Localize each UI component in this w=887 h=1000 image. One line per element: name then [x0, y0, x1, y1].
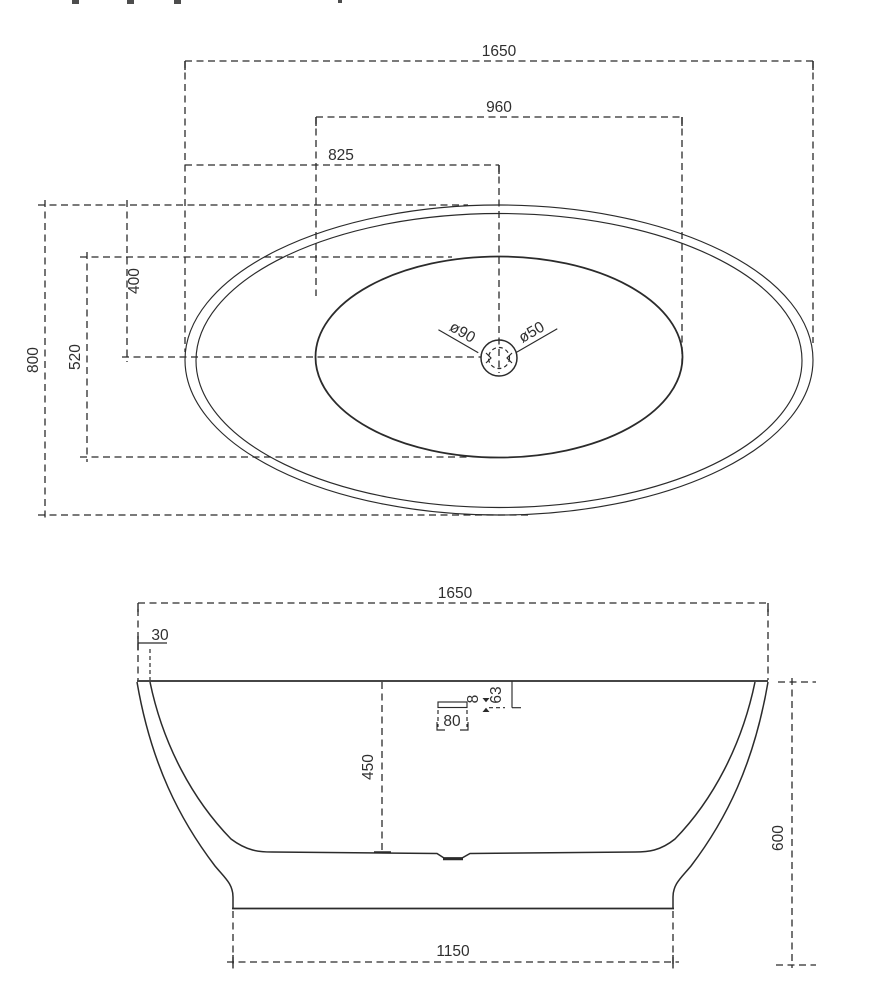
label-drain-outer-diameter: [438, 314, 487, 353]
logo-fragment: [174, 0, 181, 4]
dim-top-inner-length: [316, 99, 682, 126]
dim-top-overall-length: [185, 43, 813, 70]
dim-side-base-length: [227, 911, 679, 969]
dim-text: 520: [67, 344, 84, 370]
dim-text: ø50: [515, 318, 548, 347]
dim-text: 1650: [481, 43, 517, 60]
dim-text: 30: [151, 627, 169, 644]
dim-text: 450: [360, 754, 377, 780]
dim-text: 960: [486, 99, 512, 116]
cropped-logo-marks: [72, 0, 342, 4]
drain-outer-circle: [481, 340, 517, 376]
dim-text: 63: [488, 686, 505, 704]
dim-text: 80: [443, 713, 461, 730]
dim-side-overflow-drop: [488, 682, 521, 708]
dim-side-overall-length: [138, 585, 768, 680]
logo-fragment: [127, 0, 134, 4]
label-drain-inner-diameter: [507, 313, 558, 353]
logo-fragment: [338, 0, 342, 3]
dim-text: 600: [770, 825, 787, 851]
dim-text: 1150: [436, 943, 470, 960]
dim-text: 800: [25, 347, 42, 373]
outer-wall-left: [137, 682, 233, 908]
dim-top-drain-offset: [185, 147, 499, 174]
dim-top-half-width: [126, 200, 143, 362]
outer-wall-right: [673, 682, 768, 908]
dim-side-rim-thickness: [138, 627, 169, 680]
overflow-slot: [438, 702, 467, 708]
dim-text: 825: [328, 147, 354, 164]
top-view: [25, 43, 813, 520]
dim-text: 400: [126, 268, 143, 294]
side-view: [137, 585, 816, 969]
dim-text: ø90: [446, 318, 479, 347]
dim-side-overall-height: [770, 678, 816, 968]
dim-top-inner-width: [67, 252, 87, 462]
logo-fragment: [72, 0, 79, 4]
dim-text: 8: [465, 694, 482, 704]
dim-arrow: [483, 708, 490, 712]
dim-side-overflow-width: [437, 710, 468, 730]
dim-text: 1650: [437, 585, 473, 602]
dim-top-overall-width: [25, 200, 45, 520]
dim-side-inner-depth: [360, 682, 391, 852]
inner-wall-and-floor: [150, 682, 755, 858]
